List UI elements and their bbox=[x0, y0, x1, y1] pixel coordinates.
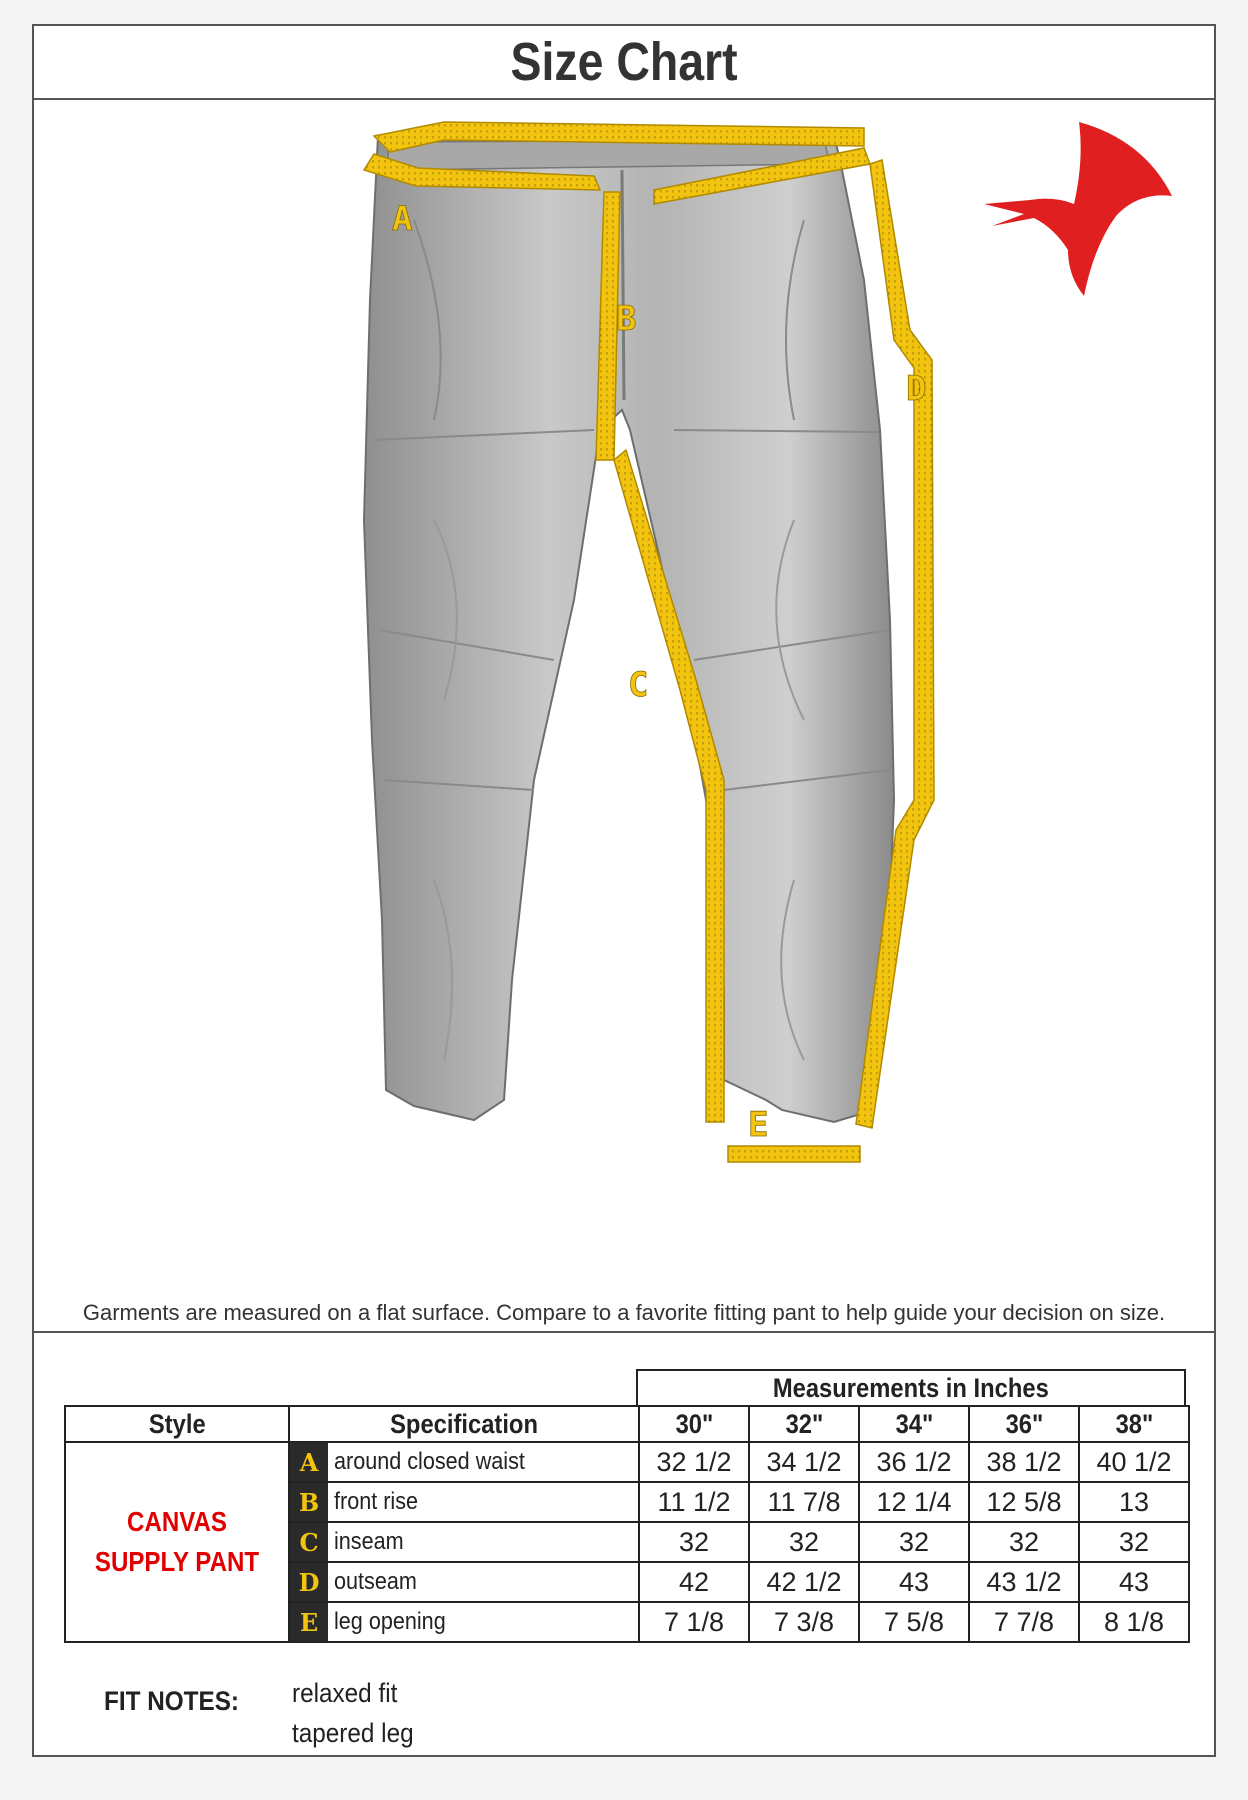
spec-label: leg opening bbox=[334, 1608, 446, 1635]
spec-cell bbox=[289, 1482, 639, 1522]
spec-letter: D bbox=[290, 1563, 328, 1601]
label-d: D bbox=[906, 369, 927, 409]
value-cell: 43 bbox=[859, 1562, 969, 1602]
table-row bbox=[65, 1442, 1189, 1482]
fit-note: relaxed fit bbox=[292, 1678, 398, 1708]
spec-cell bbox=[289, 1442, 639, 1482]
value-cell: 38 1/2 bbox=[969, 1442, 1079, 1482]
caption: Garments are measured on a flat surface. Compare to a favorite fitting pant to help guide your decision on size. bbox=[82, 1300, 1166, 1325]
spec-label: front rise bbox=[334, 1488, 419, 1515]
sizes-header-label: Measurements in Inches bbox=[773, 1373, 1049, 1403]
value-cell: 8 1/8 bbox=[1079, 1602, 1189, 1642]
title-bar bbox=[34, 26, 1214, 100]
pants-image bbox=[364, 134, 894, 1122]
label-c: C bbox=[628, 665, 649, 705]
spec-letter: A bbox=[290, 1443, 328, 1481]
spec-cell bbox=[289, 1562, 639, 1602]
value-cell: 11 7/8 bbox=[749, 1482, 859, 1522]
value-cell: 12 1/4 bbox=[859, 1482, 969, 1522]
size-header-30: 30" bbox=[639, 1406, 749, 1442]
value-cell: 42 1/2 bbox=[749, 1562, 859, 1602]
value-cell: 34 1/2 bbox=[749, 1442, 859, 1482]
bird-logo-icon bbox=[984, 122, 1172, 296]
value-cell: 43 1/2 bbox=[969, 1562, 1079, 1602]
value-cell: 32 bbox=[639, 1522, 749, 1562]
value-cell: 7 1/8 bbox=[639, 1602, 749, 1642]
value-cell: 42 bbox=[639, 1562, 749, 1602]
spec-letter: C bbox=[290, 1523, 328, 1561]
value-cell: 40 1/2 bbox=[1079, 1442, 1189, 1482]
value-cell: 7 3/8 bbox=[749, 1602, 859, 1642]
spec-cell bbox=[289, 1522, 639, 1562]
value-cell: 7 7/8 bbox=[969, 1602, 1079, 1642]
label-a: A bbox=[392, 199, 413, 239]
size-header-32: 32" bbox=[749, 1406, 859, 1442]
size-header-38: 38" bbox=[1079, 1406, 1189, 1442]
size-header-34: 34" bbox=[859, 1406, 969, 1442]
size-chart-sheet bbox=[32, 24, 1216, 1757]
style-name: CANVAS SUPPLY PANT bbox=[65, 1442, 289, 1642]
value-cell: 43 bbox=[1079, 1562, 1189, 1602]
sizes-header bbox=[636, 1369, 1186, 1405]
spec-cell bbox=[289, 1602, 639, 1642]
fit-note: tapered leg bbox=[292, 1718, 414, 1748]
spec-letter: E bbox=[290, 1603, 328, 1641]
spec-label: around closed waist bbox=[334, 1448, 525, 1475]
pants-diagram-svg bbox=[34, 100, 1218, 1300]
value-cell: 11 1/2 bbox=[639, 1482, 749, 1522]
size-table bbox=[64, 1405, 1190, 1643]
table-header-row bbox=[65, 1406, 1189, 1442]
spec-label: outseam bbox=[334, 1568, 417, 1595]
value-cell: 32 bbox=[859, 1522, 969, 1562]
divider bbox=[34, 1331, 1214, 1333]
value-cell: 7 5/8 bbox=[859, 1602, 969, 1642]
value-cell: 32 1/2 bbox=[639, 1442, 749, 1482]
fit-notes-label: FIT NOTES: bbox=[104, 1686, 239, 1716]
value-cell: 12 5/8 bbox=[969, 1482, 1079, 1522]
fit-notes-list bbox=[292, 1673, 427, 1753]
value-cell: 32 bbox=[749, 1522, 859, 1562]
spec-label: inseam bbox=[334, 1528, 404, 1555]
page-title: Size Chart bbox=[510, 32, 738, 92]
label-b: B bbox=[616, 299, 637, 339]
measurement-diagram bbox=[34, 100, 1214, 1300]
value-cell: 13 bbox=[1079, 1482, 1189, 1522]
value-cell: 32 bbox=[969, 1522, 1079, 1562]
size-header-36: 36" bbox=[969, 1406, 1079, 1442]
tape-e-leg-opening bbox=[728, 1146, 860, 1162]
label-e: E bbox=[748, 1105, 769, 1145]
value-cell: 32 bbox=[1079, 1522, 1189, 1562]
spec-letter: B bbox=[290, 1483, 328, 1521]
spec-header: Specification bbox=[289, 1406, 639, 1442]
style-header: Style bbox=[65, 1406, 289, 1442]
value-cell: 36 1/2 bbox=[859, 1442, 969, 1482]
